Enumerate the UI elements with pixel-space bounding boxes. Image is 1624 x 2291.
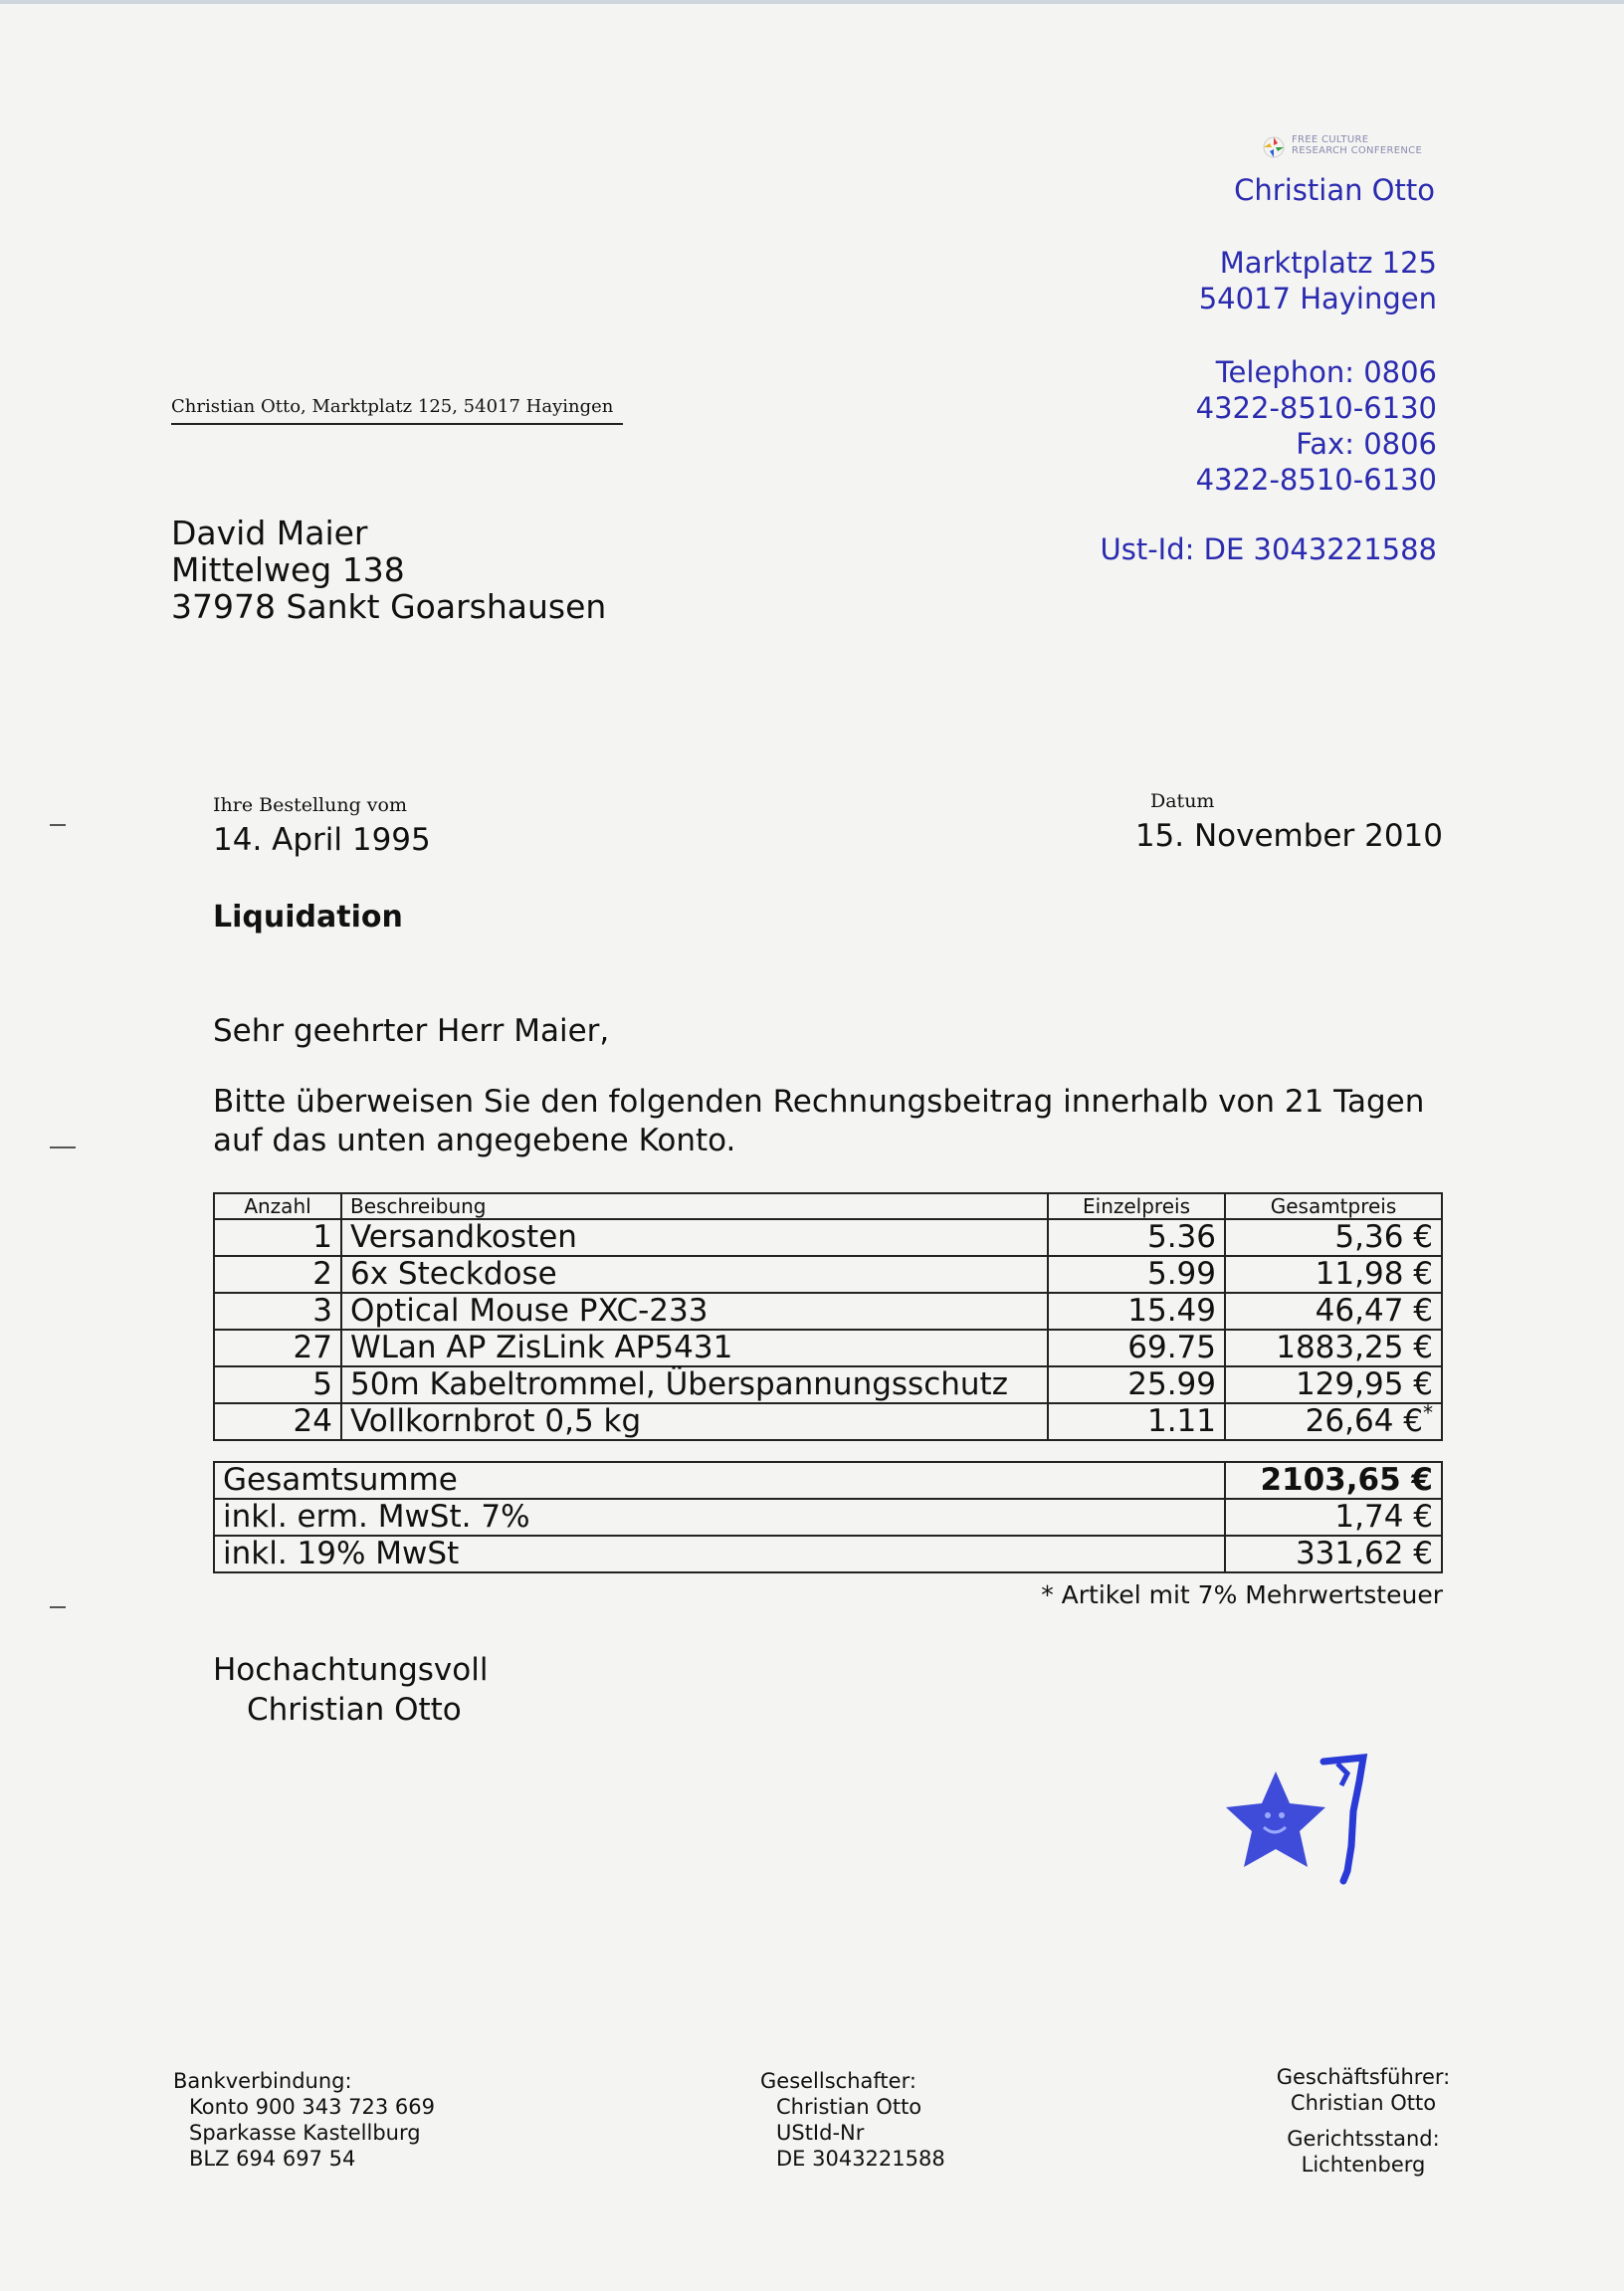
vat7-label: inkl. erm. MwSt. 7% [214, 1499, 1225, 1536]
total-sum-label: Gesamtsumme [214, 1462, 1225, 1499]
sender-fax-number: 4322-8510-6130 [1195, 463, 1437, 497]
recipient-street: Mittelweg 138 [171, 550, 405, 589]
vat-footnote: * Artikel mit 7% Mehrwertsteuer [1041, 1580, 1443, 1609]
table-row [214, 1366, 1442, 1403]
row-unit-price: 1.11 [1048, 1403, 1225, 1440]
row-qty: 3 [214, 1293, 341, 1330]
row-total-value: 11,98 € [1315, 1256, 1433, 1292]
totals-table [213, 1461, 1443, 1573]
footer-partner-vat-label: UStId-Nr [776, 2121, 865, 2145]
footer-partner [760, 2068, 945, 2172]
row-unit-price: 5.36 [1048, 1219, 1225, 1256]
vat7-row [214, 1499, 1442, 1536]
sender-city: 54017 Hayingen [1198, 282, 1437, 315]
sender-street: Marktplatz 125 [1219, 246, 1437, 280]
row-unit-price: 69.75 [1048, 1330, 1225, 1366]
table-row [214, 1330, 1442, 1366]
row-total-value: 1883,25 € [1276, 1330, 1433, 1365]
row-total [1225, 1293, 1442, 1330]
sender-name: Christian Otto [1234, 173, 1435, 207]
vat7-value: 1,74 € [1225, 1499, 1442, 1536]
footer-management-name: Christian Otto [1290, 2091, 1437, 2115]
sender-vat-id: Ust-Id: DE 3043221588 [1100, 532, 1437, 566]
order-date-value: 14. April 1995 [213, 822, 431, 858]
row-desc: Optical Mouse PXC-233 [341, 1293, 1048, 1330]
logo-line-1: FREE CULTURE [1292, 134, 1369, 145]
row-qty: 5 [214, 1366, 341, 1403]
vat19-row [214, 1536, 1442, 1572]
footer-bank [173, 2068, 435, 2172]
row-qty: 1 [214, 1219, 341, 1256]
row-desc: 50m Kabeltrommel, Überspannungsschutz [341, 1366, 1048, 1403]
row-desc: Versandkosten [341, 1219, 1048, 1256]
total-sum-row [214, 1462, 1442, 1499]
body-line-2: auf das unten angegebene Konto. [213, 1123, 736, 1158]
sender-address [1199, 245, 1437, 316]
sender-fax-label: Fax: 0806 [1296, 427, 1437, 461]
row-unit-price: 25.99 [1048, 1366, 1225, 1403]
row-unit-price: 15.49 [1048, 1293, 1225, 1330]
body-line-1: Bitte überweisen Sie den folgenden Rechnungsbeitrag innerhalb von 21 Tagen [213, 1084, 1425, 1120]
col-desc-header: Beschreibung [341, 1193, 1048, 1219]
scan-edge [0, 0, 1624, 4]
sender-phone-number: 4322-8510-6130 [1195, 391, 1437, 425]
recipient-address [171, 515, 606, 625]
items-table [213, 1192, 1443, 1441]
vat19-value: 331,62 € [1225, 1536, 1442, 1572]
salutation: Sehr geehrter Herr Maier, [213, 1013, 610, 1049]
row-total-value: 129,95 € [1295, 1366, 1433, 1402]
row-qty: 2 [214, 1256, 341, 1293]
total-sum-value: 2103,65 € [1225, 1462, 1442, 1499]
row-total-value: 46,47 € [1315, 1293, 1433, 1329]
footer-bank-label: Bankverbindung: [173, 2069, 352, 2093]
footer-bank-account: Konto 900 343 723 669 [189, 2095, 435, 2119]
closing-greeting: Hochachtungsvoll [213, 1652, 489, 1688]
row-desc: 6x Steckdose [341, 1256, 1048, 1293]
row-qty: 24 [214, 1403, 341, 1440]
logo-line-2: RESEARCH CONFERENCE [1292, 145, 1423, 156]
subject-line: Liquidation [213, 900, 403, 935]
table-row [214, 1403, 1442, 1440]
footer-bank-blz: BLZ 694 697 54 [189, 2147, 356, 2171]
punch-mark [50, 1146, 76, 1148]
row-total [1225, 1219, 1442, 1256]
table-row [214, 1256, 1442, 1293]
fold-mark-top [50, 824, 66, 826]
recipient-name: David Maier [171, 514, 368, 552]
row-total [1225, 1256, 1442, 1293]
footer-partner-vat-value: DE 3043221588 [776, 2147, 945, 2171]
vat19-label: inkl. 19% MwSt [214, 1536, 1225, 1572]
footer-bank-name: Sparkasse Kastellburg [189, 2121, 421, 2145]
date-value: 15. November 2010 [1134, 818, 1443, 854]
row-desc: Vollkornbrot 0,5 kg [341, 1403, 1048, 1440]
col-unit-header: Einzelpreis [1048, 1193, 1225, 1219]
row-total-value: 26,64 € [1305, 1403, 1423, 1439]
recipient-city: 37978 Sankt Goarshausen [171, 587, 607, 626]
col-total-header: Gesamtpreis [1225, 1193, 1442, 1219]
sender-phone-label: Telephon: 0806 [1215, 355, 1437, 389]
table-row [214, 1293, 1442, 1330]
footer-court-value: Lichtenberg [1301, 2153, 1426, 2177]
conference-logo-icon [1262, 135, 1286, 159]
footer-management [1266, 2064, 1461, 2178]
col-qty-header: Anzahl [214, 1193, 341, 1219]
row-total [1225, 1366, 1442, 1403]
reduced-vat-marker: * [1423, 1400, 1433, 1425]
footer-court-label: Gerichtsstand: [1287, 2127, 1440, 2151]
row-qty: 27 [214, 1330, 341, 1366]
fold-mark-bottom [50, 1606, 66, 1608]
blue-star-stamp-icon [1214, 1752, 1373, 1911]
row-total [1225, 1400, 1442, 1440]
order-date-label: Ihre Bestellung vom [213, 794, 407, 816]
date-label: Datum [1150, 790, 1215, 812]
row-total [1225, 1330, 1442, 1366]
items-header-row [214, 1193, 1442, 1219]
table-row [214, 1219, 1442, 1256]
footer-partner-label: Gesellschafter: [760, 2069, 916, 2093]
footer-partner-name: Christian Otto [776, 2095, 922, 2119]
conference-logo [1262, 133, 1437, 159]
row-total-value: 5,36 € [1334, 1219, 1433, 1255]
conference-logo-text [1292, 134, 1422, 156]
closing [213, 1650, 488, 1730]
row-desc: WLan AP ZisLink AP5431 [341, 1330, 1048, 1366]
sender-contact [1196, 354, 1437, 498]
footer-management-label: Geschäftsführer: [1276, 2065, 1451, 2089]
return-address: Christian Otto, Marktplatz 125, 54017 Hayingen [171, 396, 623, 425]
row-unit-price: 5.99 [1048, 1256, 1225, 1293]
closing-signature: Christian Otto [247, 1692, 462, 1728]
body-text [213, 1083, 1447, 1160]
footer-spacer [1266, 2116, 1461, 2126]
